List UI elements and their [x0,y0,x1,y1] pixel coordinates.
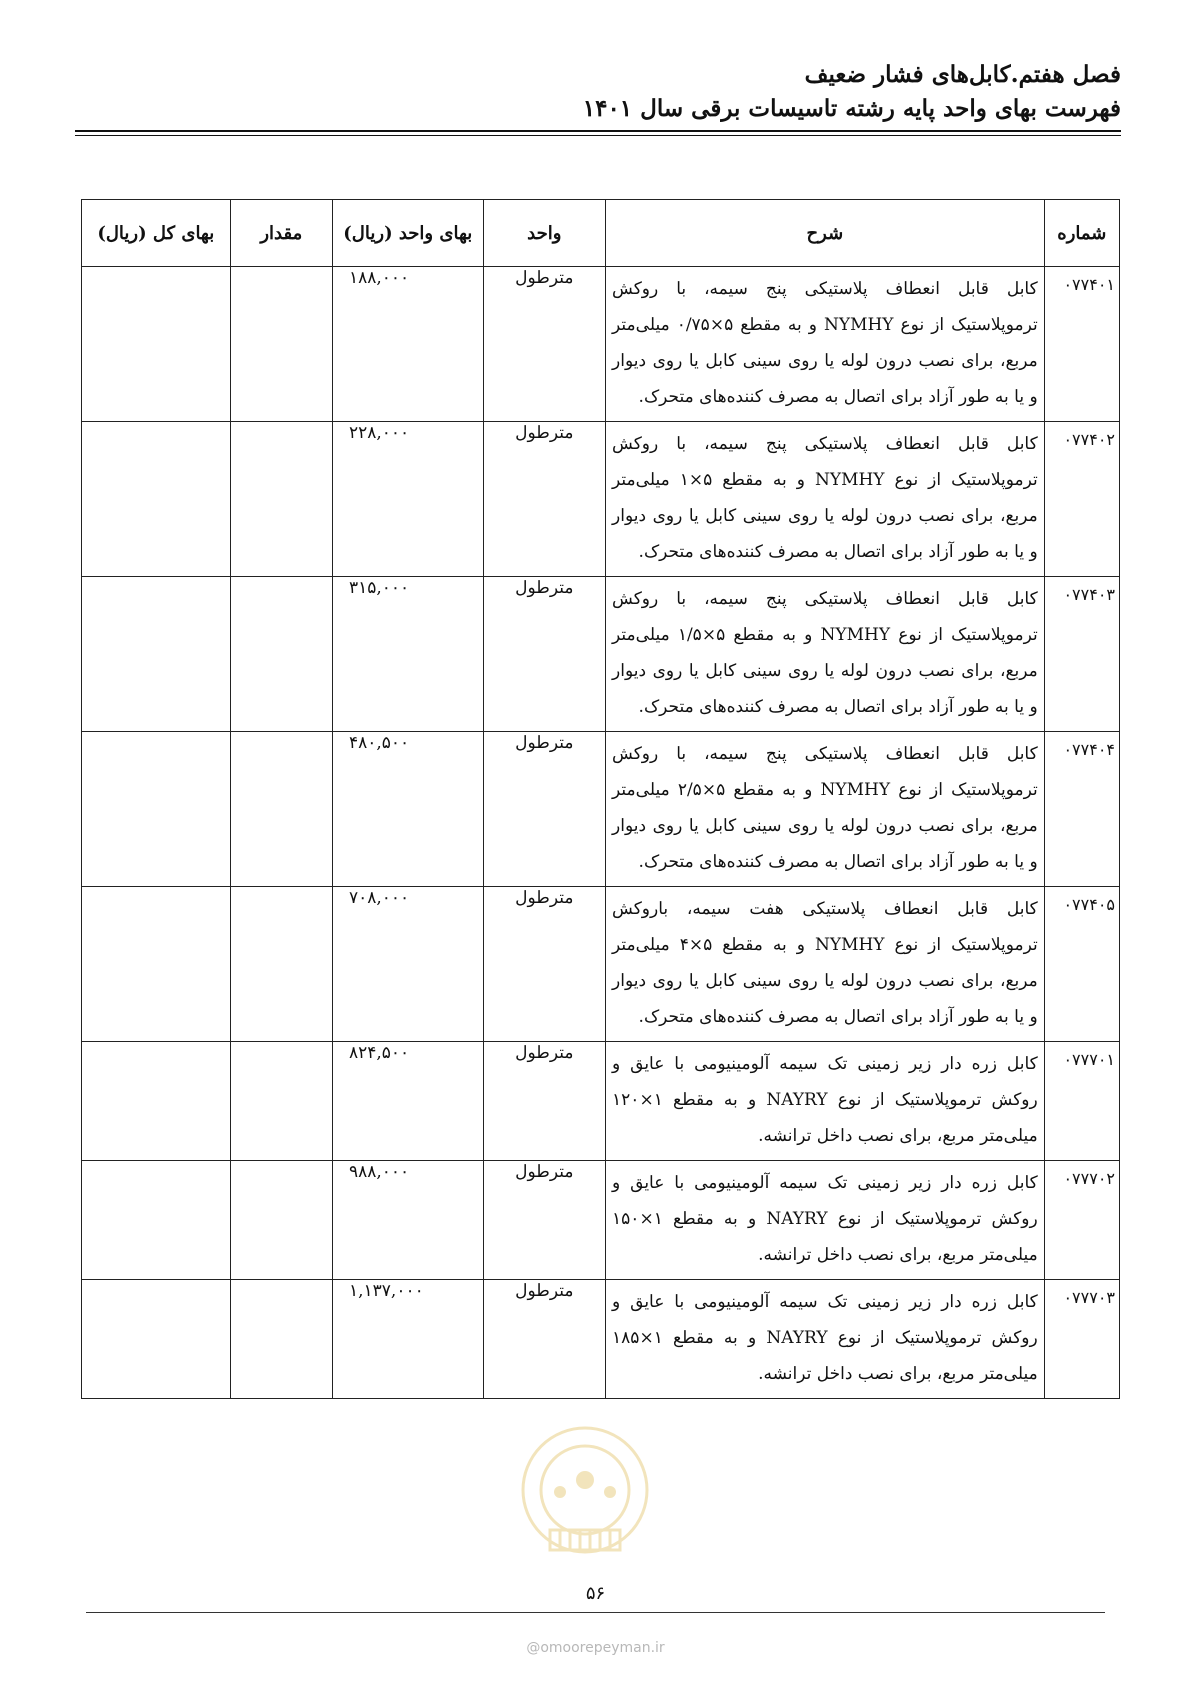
table-row [82,1042,1120,1161]
header-rule-thin [75,135,1121,136]
item-quantity [230,732,332,887]
table-row [82,887,1120,1042]
header-description: شرح [606,200,1045,267]
item-unit-price: ۲۲۸,۰۰۰ [332,422,483,577]
item-quantity [230,1042,332,1161]
item-description: کابل زره دار زیر زمینی تک سیمه آلومینیومی با عایق و روکش ترموپلاستیک از نوع NAYRY و به مقطع ۱×۱۸۵ میلی‌متر مربع، برای نصب داخل ترانشه. [606,1280,1045,1399]
item-number: ۰۷۷۴۰۲ [1044,422,1119,577]
item-description: کابل زره دار زیر زمینی تک سیمه آلومینیومی با عایق و روکش ترموپلاستیک از نوع NAYRY و به مقطع ۱×۱۲۰ میلی‌متر مربع، برای نصب داخل ترانشه. [606,1042,1045,1161]
item-quantity [230,887,332,1042]
item-quantity [230,267,332,422]
footer-rule [86,1612,1105,1613]
item-number: ۰۷۷۷۰۱ [1044,1042,1119,1161]
item-unit-price: ۹۸۸,۰۰۰ [332,1161,483,1280]
item-number: ۰۷۷۴۰۴ [1044,732,1119,887]
item-unit-price: ۱,۱۳۷,۰۰۰ [332,1280,483,1399]
item-description: کابل زره دار زیر زمینی تک سیمه آلومینیومی با عایق و روکش ترموپلاستیک از نوع NAYRY و به مقطع ۱×۱۵۰ میلی‌متر مربع، برای نصب داخل ترانشه. [606,1161,1045,1280]
item-unit: مترطول [483,732,605,887]
header-unit: واحد [483,200,605,267]
item-unit: مترطول [483,577,605,732]
table-row [82,267,1120,422]
item-unit: مترطول [483,267,605,422]
item-unit-price: ۱۸۸,۰۰۰ [332,267,483,422]
item-quantity [230,577,332,732]
item-description: کابل قابل انعطاف پلاستیکی پنج سیمه، با روکش ترموپلاستیک از نوع NYMHY و به مقطع ۵×۰/۷۵ میلی‌متر مربع، برای نصب درون لوله یا روی سینی کابل یا روی دیوار و یا به طور آزاد برای اتصال به مصرف کننده‌های متحرک. [606,267,1045,422]
header-total-price: بهای کل (ریال) [82,200,231,267]
item-total-price [82,422,231,577]
item-total-price [82,1161,231,1280]
item-description: کابل قابل انعطاف پلاستیکی هفت سیمه، باروکش ترموپلاستیک از نوع NYMHY و به مقطع ۵×۴ میلی‌متر مربع، برای نصب درون لوله یا روی سینی کابل یا روی دیوار و یا به طور آزاد برای اتصال به مصرف کننده‌های متحرک. [606,887,1045,1042]
item-quantity [230,1280,332,1399]
website-watermark: @omoorepeyman.ir [526,1640,665,1656]
item-quantity [230,1161,332,1280]
item-description: کابل قابل انعطاف پلاستیکی پنج سیمه، با روکش ترموپلاستیک از نوع NYMHY و به مقطع ۵×۱ میلی‌متر مربع، برای نصب درون لوله یا روی سینی کابل یا روی دیوار و یا به طور آزاد برای اتصال به مصرف کننده‌های متحرک. [606,422,1045,577]
item-total-price [82,267,231,422]
item-unit: مترطول [483,1280,605,1399]
item-unit: مترطول [483,1042,605,1161]
item-quantity [230,422,332,577]
page-number: ۵۶ [585,1583,606,1604]
item-unit-price: ۷۰۸,۰۰۰ [332,887,483,1042]
item-unit: مترطول [483,887,605,1042]
item-total-price [82,577,231,732]
item-description: کابل قابل انعطاف پلاستیکی پنج سیمه، با روکش ترموپلاستیک از نوع NYMHY و به مقطع ۵×۱/۵ میلی‌متر مربع، برای نصب درون لوله یا روی سینی کابل یا روی دیوار و یا به طور آزاد برای اتصال به مصرف کننده‌های متحرک. [606,577,1045,732]
price-table [81,199,1120,1399]
header-unit-price: بهای واحد (ریال) [332,200,483,267]
item-description: کابل قابل انعطاف پلاستیکی پنج سیمه، با روکش ترموپلاستیک از نوع NYMHY و به مقطع ۵×۲/۵ میلی‌متر مربع، برای نصب درون لوله یا روی سینی کابل یا روی دیوار و یا به طور آزاد برای اتصال به مصرف کننده‌های متحرک. [606,732,1045,887]
header-quantity: مقدار [230,200,332,267]
item-unit: مترطول [483,422,605,577]
header-number: شماره [1044,200,1119,267]
item-number: ۰۷۷۴۰۵ [1044,887,1119,1042]
chapter-title: فصل هفتم.کابل‌های فشار ضعیف [804,61,1121,88]
omoore-peyman-seal-logo [510,1380,660,1570]
table-row [82,422,1120,577]
table-row [82,1161,1120,1280]
item-number: ۰۷۷۴۰۳ [1044,577,1119,732]
item-total-price [82,1280,231,1399]
table-row [82,577,1120,732]
item-unit-price: ۸۲۴,۵۰۰ [332,1042,483,1161]
item-unit-price: ۳۱۵,۰۰۰ [332,577,483,732]
page-header [75,58,1121,126]
item-number: ۰۷۷۷۰۳ [1044,1280,1119,1399]
item-number: ۰۷۷۴۰۱ [1044,267,1119,422]
item-total-price [82,1042,231,1161]
document-title: فهرست بهای واحد پایه رشته تاسیسات برقی سال ۱۴۰۱ [582,95,1121,122]
item-number: ۰۷۷۷۰۲ [1044,1161,1119,1280]
table-row [82,1280,1120,1399]
item-unit: مترطول [483,1161,605,1280]
item-total-price [82,732,231,887]
table-row [82,732,1120,887]
item-unit-price: ۴۸۰,۵۰۰ [332,732,483,887]
table-header-row [82,200,1120,267]
header-rule-thick [75,130,1121,132]
item-total-price [82,887,231,1042]
